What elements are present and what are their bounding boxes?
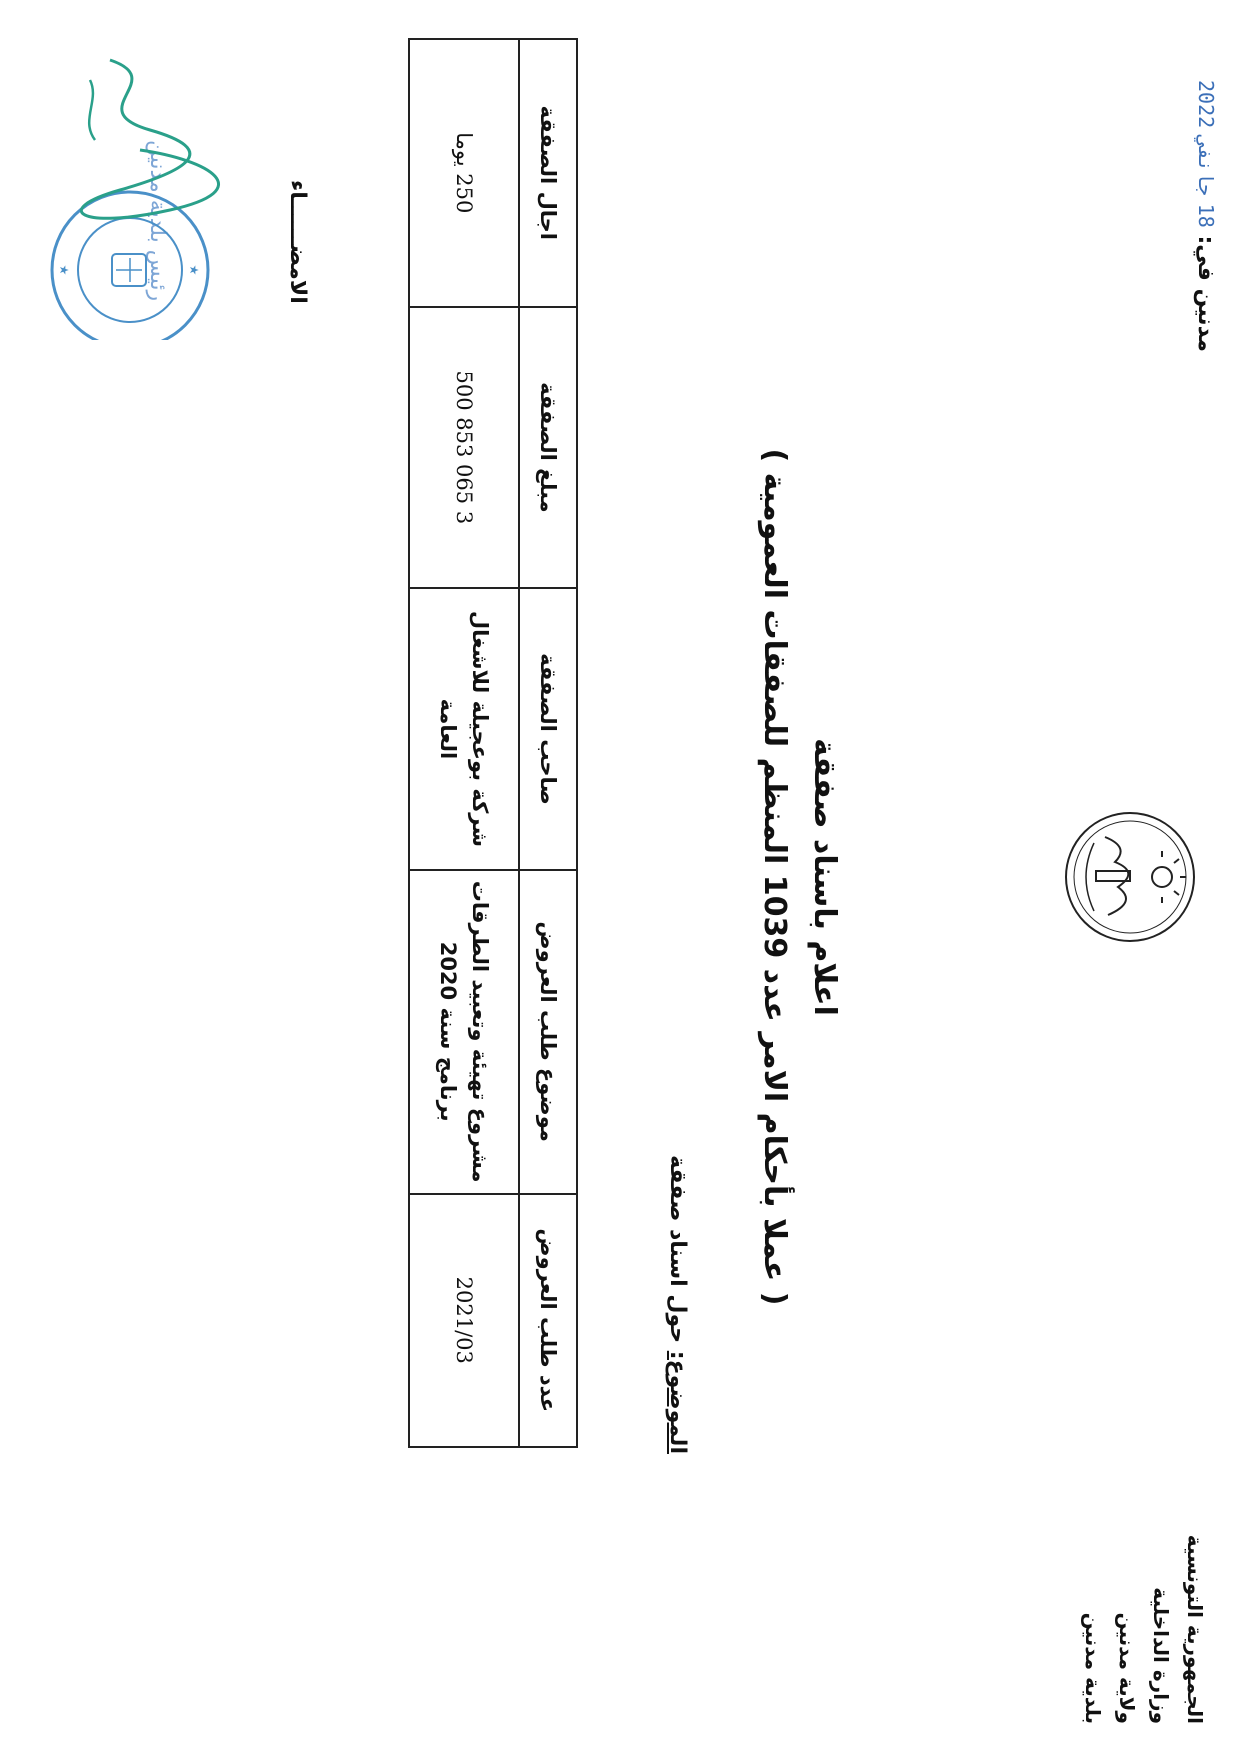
contract-duration-cell: 250 يوما (409, 39, 519, 307)
municipality-logo-icon (1060, 807, 1200, 947)
column-header: صاحب الصفقة (519, 588, 577, 870)
letterhead-line: بلدية مدنين (1081, 1612, 1105, 1724)
signature-caption: رئيس بلدية مدنين (145, 140, 170, 302)
subject-text: حول اسناد صفقة (665, 1155, 690, 1344)
contract-table (408, 38, 578, 1448)
svg-text:★: ★ (57, 264, 71, 276)
date-day: 18 (1194, 203, 1218, 228)
contractor-cell: شركة بوعجيلة للاشغال العامة (409, 588, 519, 870)
signature-label: الامضــــــاء (285, 180, 310, 304)
tender-number-cell: 2021/03 (409, 1194, 519, 1447)
column-header: مبلغ الصفقة (519, 307, 577, 589)
document-subtitle: ( عملا بأحكام الامر عدد 1039 المنظم للصفقات العمومية ) (757, 448, 792, 1306)
column-header: اجال الصفقة (519, 39, 577, 307)
contract-amount-cell: 3 065 853 500 (409, 307, 519, 589)
letterhead-line: الجمهورية التونسية (1183, 1534, 1207, 1724)
date-month: جانفي (1194, 135, 1218, 197)
letterhead-line: ولاية مدنين (1115, 1612, 1139, 1724)
document-title: اعلام باسناد صفقة (807, 738, 842, 1016)
letterhead-line: وزارة الداخلية (1149, 1587, 1173, 1724)
date-prefix: مدنين في: (1193, 235, 1218, 352)
date-year: 2022 (1194, 80, 1218, 129)
subject-line (665, 1155, 690, 1454)
official-seal-icon (30, 40, 230, 340)
subject-label: الموضوع: (665, 1350, 690, 1454)
column-header: عدد طلب العروض (519, 1194, 577, 1447)
svg-text:★: ★ (187, 264, 201, 276)
table-header-row (519, 39, 577, 1447)
date-line (1193, 80, 1218, 352)
column-header: موضوع طلب العروض (519, 870, 577, 1194)
table-row (409, 39, 519, 1447)
tender-subject-cell: مشروع تهيئة وتعبيد الطرقات برنامج سنة 2020 (409, 870, 519, 1194)
letterhead (1076, 1535, 1212, 1724)
